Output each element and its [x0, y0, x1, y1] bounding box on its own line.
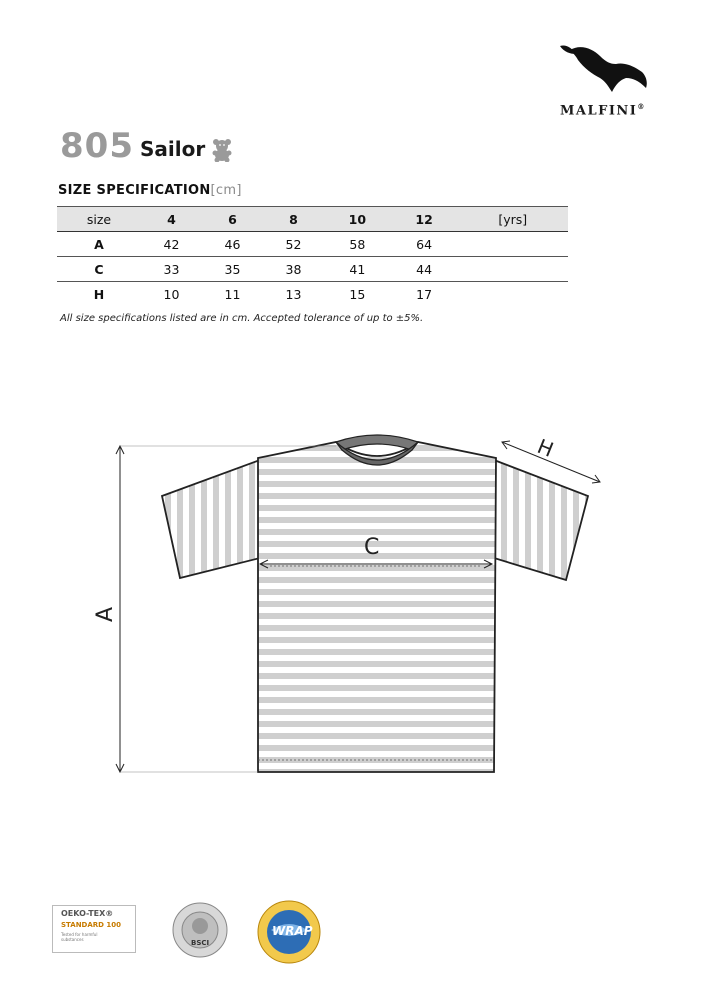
- size-spec-heading: SIZE SPECIFICATION[cm]: [58, 183, 242, 198]
- size-col: 6: [202, 207, 263, 232]
- table-row: [57, 257, 568, 282]
- product-title: [60, 126, 233, 166]
- table-cell: 41: [324, 257, 391, 282]
- table-cell: 42: [141, 232, 202, 257]
- table-header-row: [57, 207, 568, 232]
- table-cell: 17: [416, 286, 433, 302]
- table-cell: 33: [141, 257, 202, 282]
- table-row: [57, 282, 568, 307]
- size-header-label: size: [57, 207, 141, 232]
- tshirt-diagram: [90, 430, 620, 784]
- table-cell: 58: [324, 232, 391, 257]
- label-c: C: [364, 535, 380, 560]
- row-label: H: [93, 286, 105, 302]
- product-name: Sailor: [139, 137, 206, 161]
- right-sleeve: [494, 460, 588, 580]
- size-col: 8: [263, 207, 324, 232]
- brand-name: MALFINI®: [560, 102, 646, 119]
- table-cell: 44: [391, 257, 458, 282]
- table-cell-empty: [458, 232, 569, 257]
- tolerance-note: All size specifications listed are in cm. Accepted tolerance of up to ±5%.: [60, 313, 424, 324]
- size-col: 12: [391, 207, 458, 232]
- table-cell: 35: [202, 257, 263, 282]
- label-a: A: [93, 606, 119, 623]
- row-label: A: [57, 232, 141, 257]
- table-cell: 11: [224, 286, 241, 302]
- oeko-tex-badge: OEKO-TEX® STANDARD 100 Tested for harmful substances: [52, 905, 136, 953]
- left-sleeve: [162, 460, 260, 578]
- brand-logo: [548, 42, 663, 122]
- age-unit: [yrs]: [458, 207, 569, 232]
- size-col: 10: [324, 207, 391, 232]
- table-cell: 46: [202, 232, 263, 257]
- size-table: [57, 206, 568, 306]
- table-cell: 64: [391, 232, 458, 257]
- label-h: H: [534, 434, 557, 462]
- shirt-body: [258, 442, 496, 772]
- tshirt-drawing: [90, 430, 620, 780]
- table-cell: 15: [349, 286, 366, 302]
- size-col: 4: [141, 207, 202, 232]
- table-cell: 38: [263, 257, 324, 282]
- eagle-icon: [556, 42, 651, 100]
- table-row: [57, 232, 568, 257]
- row-label: C: [57, 257, 141, 282]
- bsci-seal-icon: [172, 902, 228, 958]
- table-cell-empty: [458, 282, 569, 307]
- table-cell: 10: [163, 286, 180, 302]
- bsci-badge: BSCI: [172, 902, 228, 962]
- certifications: [52, 900, 312, 960]
- product-code: 805: [60, 126, 134, 166]
- table-cell: 52: [263, 232, 324, 257]
- table-cell-empty: [458, 257, 569, 282]
- wrap-badge: WRAP: [257, 900, 321, 968]
- teddy-bear-icon: [211, 138, 233, 162]
- table-cell: 13: [285, 286, 302, 302]
